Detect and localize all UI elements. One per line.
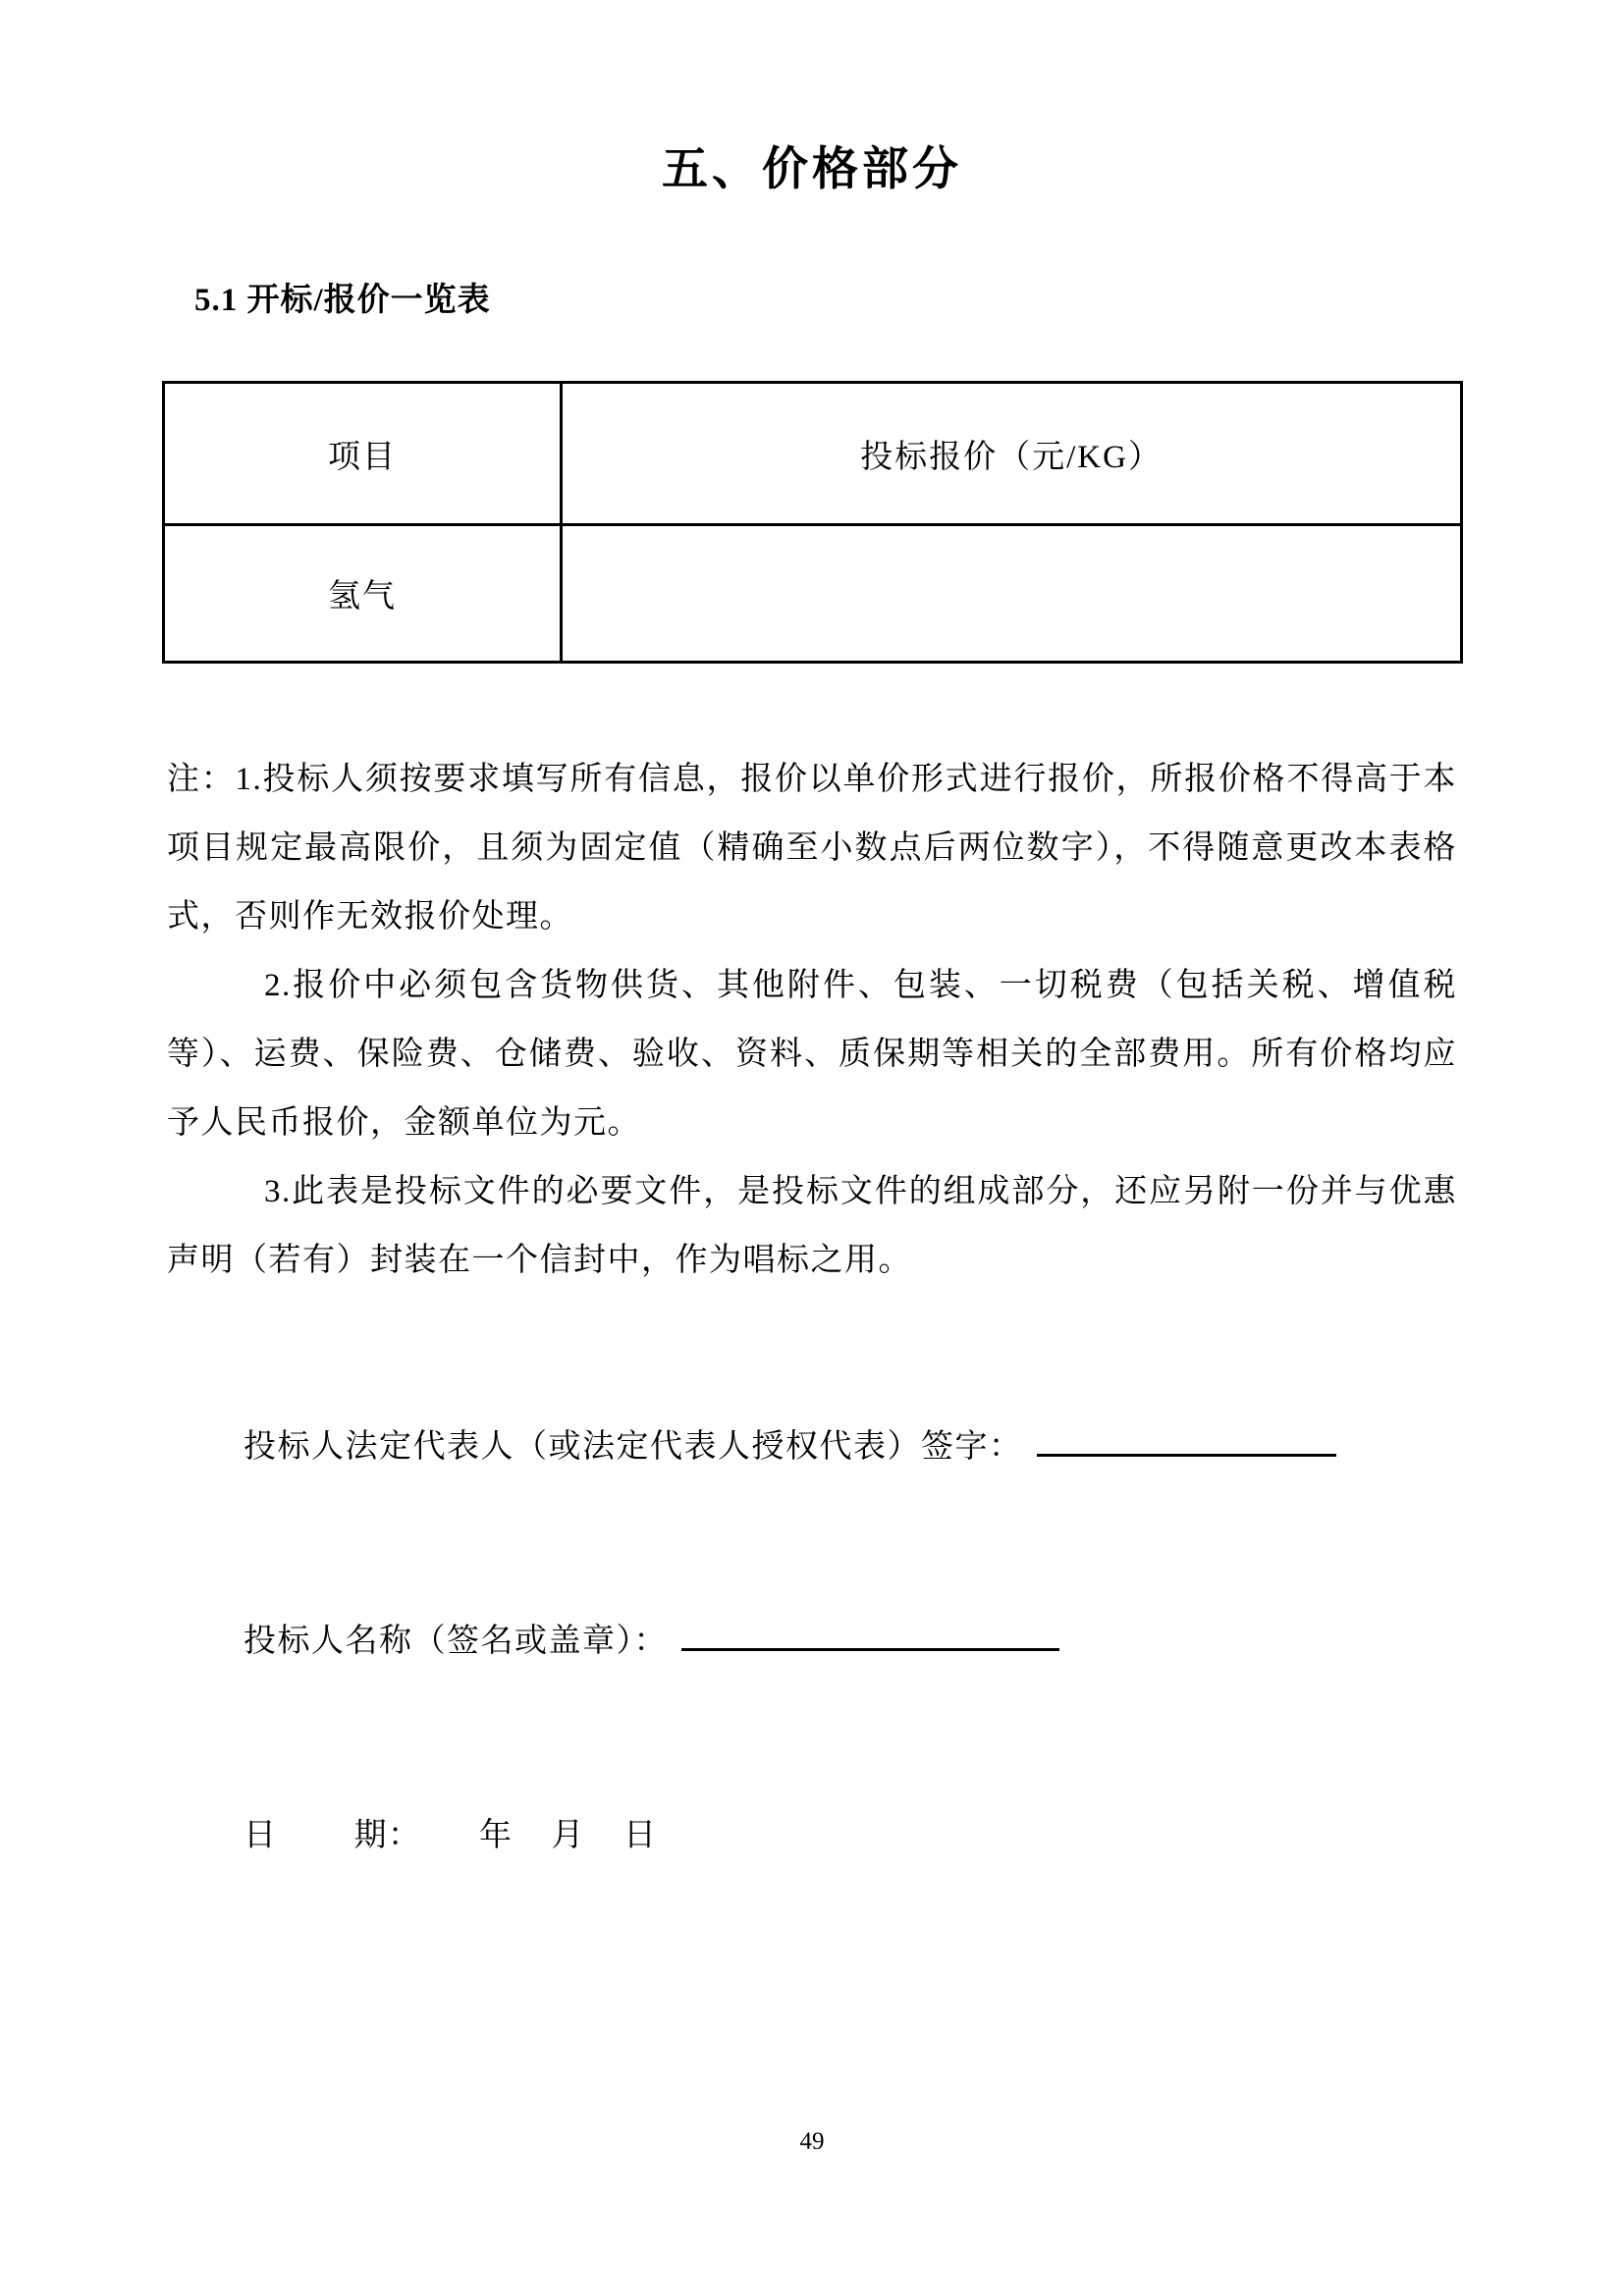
table-row xyxy=(164,525,1462,663)
representative-signature-blank xyxy=(1037,1421,1336,1457)
section-heading: 5.1 开标/报价一览表 xyxy=(194,283,491,318)
bidder-name-label: 投标人名称（签名或盖章）： xyxy=(244,1624,668,1659)
signature-line-date xyxy=(167,1738,1457,1933)
note-paragraph-1: 注：1.投标人须按要求填写所有信息，报价以单价形式进行报价，所报价格不得高于本项目规定最高限价，且须为固定值（精确至小数点后两位数字），不得随意更改本表格式，否则作无效报价处理。 xyxy=(167,762,1457,934)
price-table xyxy=(162,381,1463,664)
representative-signature-label: 投标人法定代表人（或法定代表人授权代表）签字： xyxy=(244,1429,1023,1465)
notes-section xyxy=(167,745,1457,1295)
note-paragraph-2: 2.报价中必须包含货物供货、其他附件、包装、一切税费（包括关税、增值税等）、运费、保险费、仓储费、验收、资料、质保期等相关的全部费用。所有价格均应予人民币报价，金额单位为元。 xyxy=(167,968,1457,1141)
page-number: 49 xyxy=(799,2128,825,2155)
table-header-price: 投标报价（元/KG） xyxy=(562,383,1462,525)
table-header-row xyxy=(164,383,1462,525)
date-label: 日 期： 年 月 日 xyxy=(244,1818,658,1853)
signature-line-bidder-name xyxy=(167,1544,1457,1738)
bidder-name-blank xyxy=(681,1616,1059,1651)
page-title: 五、价格部分 xyxy=(662,144,962,195)
note-paragraph-3: 3.此表是投标文件的必要文件，是投标文件的组成部分，还应另附一份并与优惠声明（若有）封装在一个信封中，作为唱标之用。 xyxy=(167,1174,1457,1278)
signature-block xyxy=(167,1350,1457,1933)
table-cell-price-blank xyxy=(562,525,1462,663)
table-header-item: 项目 xyxy=(164,383,562,525)
signature-line-representative xyxy=(167,1350,1457,1544)
table-cell-item: 氢气 xyxy=(164,525,562,663)
